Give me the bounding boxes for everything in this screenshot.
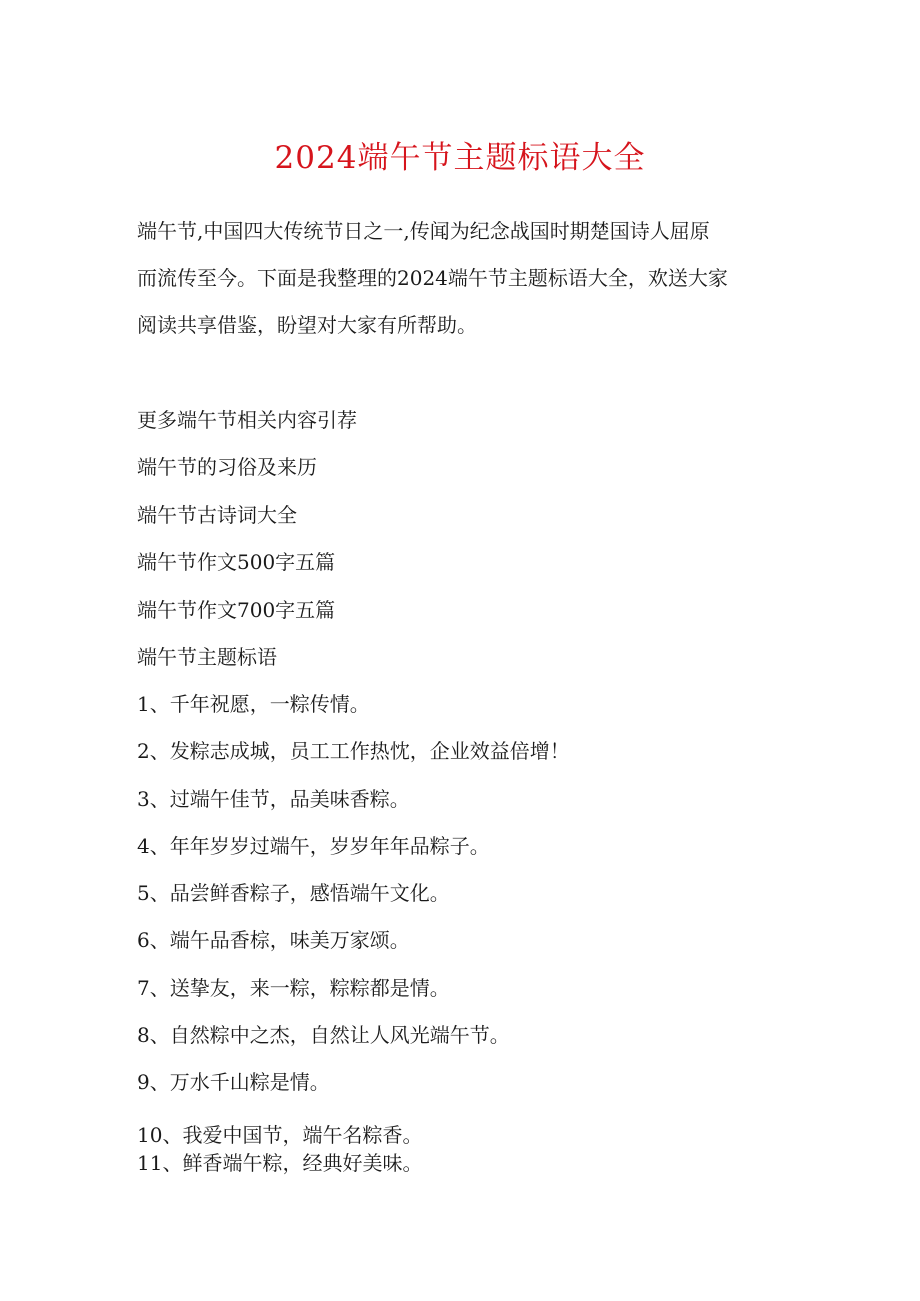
related-link[interactable]: 端午节作文500字五篇: [137, 550, 336, 575]
slogan-item: 1、千年祝愿，一粽传情。: [137, 692, 370, 716]
slogan-item: 7、送挚友，来一粽，粽粽都是情。: [137, 975, 450, 1000]
intro-line: 端午节,中国四大传统节日之一,传闻为纪念战国时期楚国诗人屈原: [137, 219, 710, 243]
related-link[interactable]: 端午节古诗词大全: [137, 502, 297, 527]
slogan-item: 4、年年岁岁过端午，岁岁年年品粽子。: [137, 833, 490, 858]
related-link[interactable]: 端午节的习俗及来历: [137, 455, 317, 480]
document-title: 2024端午节主题标语大全: [274, 140, 646, 176]
related-link[interactable]: 端午节主题标语: [137, 644, 277, 669]
intro-line: 阅读共享借鉴，盼望对大家有所帮助。: [137, 313, 477, 337]
related-link[interactable]: 端午节作文700字五篇: [137, 597, 336, 622]
slogan-list-continued: [137, 1121, 422, 1177]
slogan-list: [137, 681, 570, 1107]
intro-paragraph: [137, 208, 787, 349]
related-content-list: [137, 397, 357, 681]
slogan-item: 8、自然粽中之杰，自然让人风光端午节。: [137, 1023, 510, 1048]
slogan-item: 2、发粽志成城，员工工作热忱，企业效益倍增！: [137, 739, 570, 764]
slogan-item: 10、我爱中国节，端午名粽香。: [137, 1123, 423, 1147]
intro-line: 而流传至今。下面是我整理的2024端午节主题标语大全，欢送大家: [137, 266, 728, 290]
slogan-item: 11、鲜香端午粽，经典好美味。: [137, 1151, 423, 1175]
slogan-item: 9、万水千山粽是情。: [137, 1070, 330, 1095]
slogan-item: 5、品尝鲜香粽子，感悟端午文化。: [137, 881, 450, 906]
slogan-item: 6、端午品香棕，味美万家颂。: [137, 928, 410, 953]
related-heading: 更多端午节相关内容引荐: [137, 408, 357, 432]
slogan-item: 3、过端午佳节，品美味香粽。: [137, 786, 410, 811]
